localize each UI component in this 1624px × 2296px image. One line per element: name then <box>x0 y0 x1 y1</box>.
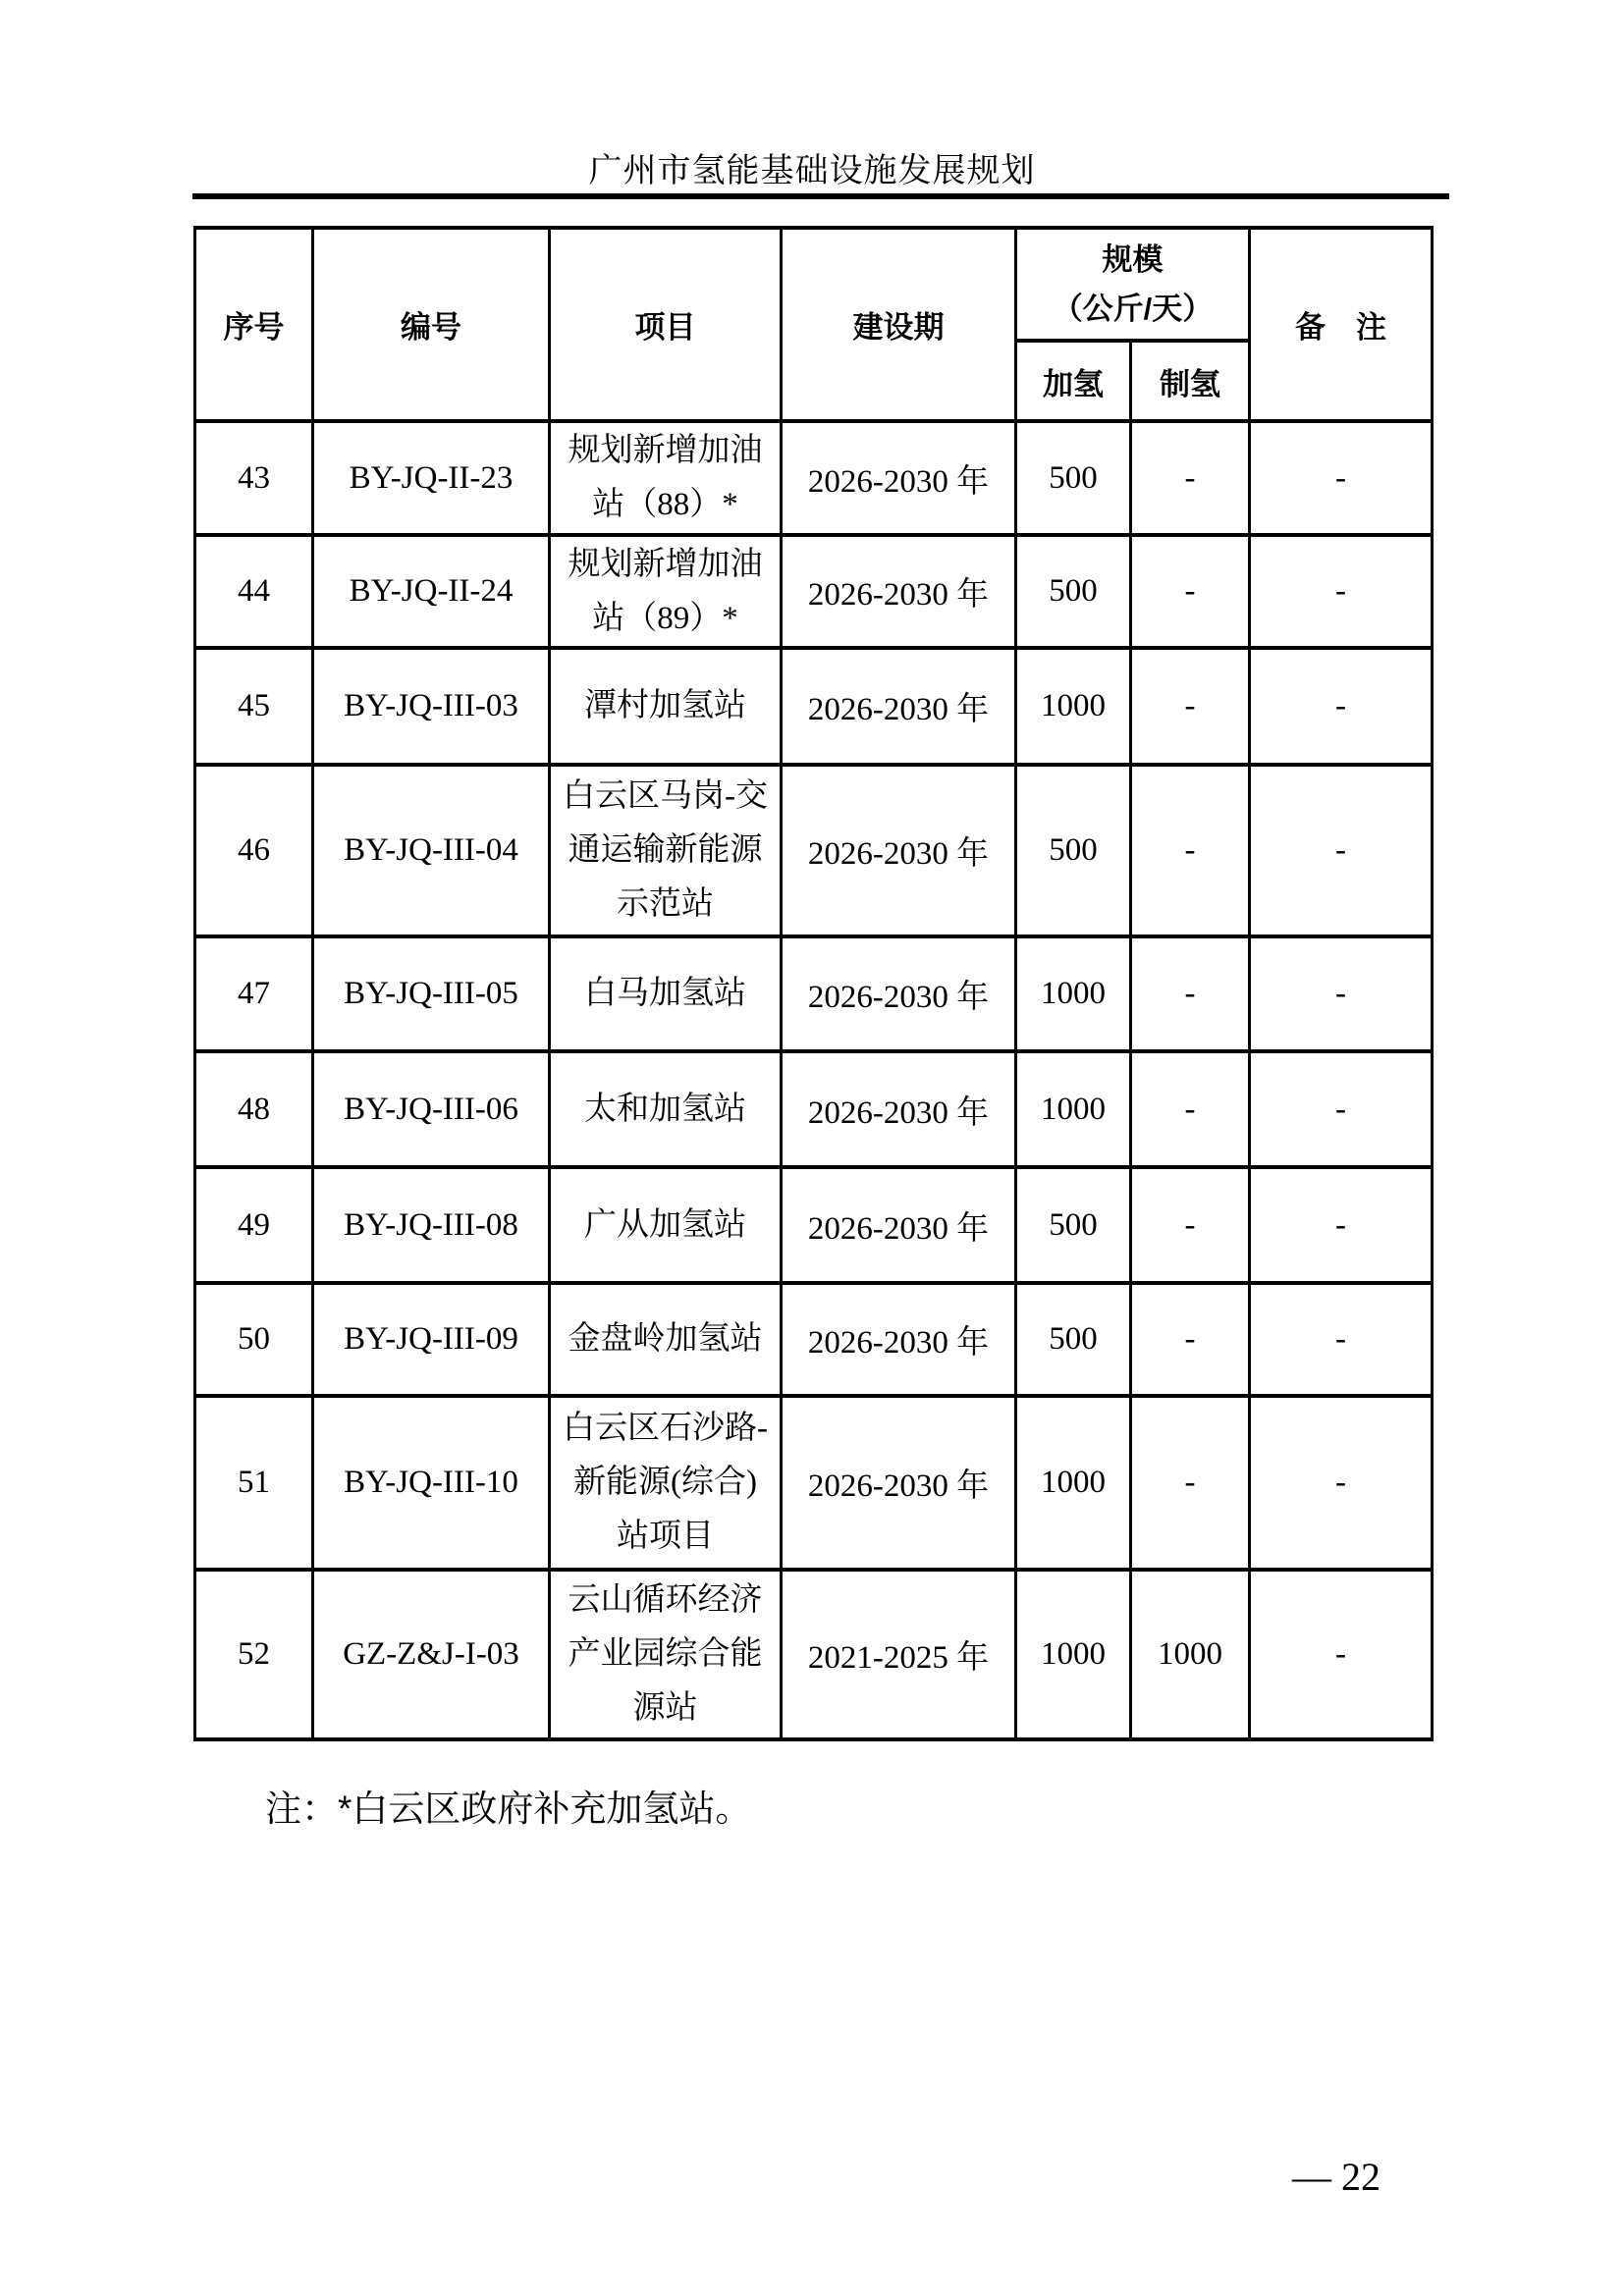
cell-project: 潭村加氢站 <box>550 648 782 765</box>
column-header-seq: 序号 <box>195 228 313 421</box>
cell-code: BY-JQ-III-04 <box>313 765 550 936</box>
cell-refuel: 500 <box>1016 1167 1131 1283</box>
scale-header-line2: （公斤/天） <box>1052 291 1214 326</box>
cell-refuel: 500 <box>1016 1283 1131 1396</box>
cell-remark: - <box>1250 535 1433 648</box>
cell-project: 云山循环经济产业园综合能源站 <box>550 1570 782 1739</box>
cell-code: BY-JQ-III-03 <box>313 648 550 765</box>
page-title: 广州市氢能基础设施发展规划 <box>588 153 1036 189</box>
header-rule <box>192 193 1449 199</box>
cell-remark: - <box>1250 421 1433 535</box>
cell-remark: - <box>1250 1283 1433 1396</box>
cell-period: 2026-2030 年 <box>782 1283 1016 1396</box>
cell-code: BY-JQ-III-10 <box>313 1396 550 1570</box>
cell-produce: - <box>1131 1167 1250 1283</box>
cell-seq: 44 <box>195 535 313 648</box>
cell-code: BY-JQ-III-06 <box>313 1051 550 1167</box>
cell-seq: 48 <box>195 1051 313 1167</box>
cell-project: 金盘岭加氢站 <box>550 1283 782 1396</box>
cell-remark: - <box>1250 765 1433 936</box>
footnote: 注：*白云区政府补充加氢站。 <box>265 1789 752 1829</box>
column-header-code: 编号 <box>313 228 550 421</box>
column-header-project: 项目 <box>550 228 782 421</box>
hydrogen-stations-table <box>193 226 1434 1741</box>
cell-period: 2026-2030 年 <box>782 1396 1016 1570</box>
column-header-period: 建设期 <box>782 228 1016 421</box>
cell-seq: 52 <box>195 1570 313 1739</box>
table-row <box>195 421 1433 535</box>
cell-seq: 51 <box>195 1396 313 1570</box>
page-number: — 22 <box>1292 2155 1380 2199</box>
table-row <box>195 1051 1433 1167</box>
cell-refuel: 500 <box>1016 535 1131 648</box>
cell-project: 规划新增加油站（89）* <box>550 535 782 648</box>
cell-remark: - <box>1250 936 1433 1051</box>
cell-period: 2026-2030 年 <box>782 1167 1016 1283</box>
cell-remark: - <box>1250 1051 1433 1167</box>
cell-period: 2026-2030 年 <box>782 648 1016 765</box>
cell-produce: - <box>1131 648 1250 765</box>
table-row <box>195 765 1433 936</box>
table-row <box>195 1283 1433 1396</box>
cell-period: 2026-2030 年 <box>782 421 1016 535</box>
cell-period: 2026-2030 年 <box>782 1051 1016 1167</box>
cell-refuel: 1000 <box>1016 1396 1131 1570</box>
cell-produce: - <box>1131 936 1250 1051</box>
cell-project: 白云区石沙路-新能源(综合)站项目 <box>550 1396 782 1570</box>
cell-refuel: 500 <box>1016 421 1131 535</box>
cell-code: BY-JQ-III-08 <box>313 1167 550 1283</box>
table-row <box>195 1396 1433 1570</box>
cell-period: 2021-2025 年 <box>782 1570 1016 1739</box>
cell-produce: - <box>1131 1051 1250 1167</box>
cell-code: BY-JQ-III-09 <box>313 1283 550 1396</box>
cell-remark: - <box>1250 1570 1433 1739</box>
table-row <box>195 648 1433 765</box>
cell-refuel: 1000 <box>1016 936 1131 1051</box>
table-header-row-1 <box>195 228 1433 341</box>
cell-seq: 47 <box>195 936 313 1051</box>
cell-refuel: 1000 <box>1016 1051 1131 1167</box>
cell-remark: - <box>1250 1396 1433 1570</box>
cell-period: 2026-2030 年 <box>782 535 1016 648</box>
cell-refuel: 1000 <box>1016 1570 1131 1739</box>
cell-seq: 46 <box>195 765 313 936</box>
cell-produce: - <box>1131 421 1250 535</box>
scale-header-line1: 规模 <box>1102 241 1164 277</box>
cell-project: 白云区马岗-交通运输新能源示范站 <box>550 765 782 936</box>
column-header-refuel: 加氢 <box>1016 341 1131 421</box>
cell-produce: - <box>1131 535 1250 648</box>
cell-period: 2026-2030 年 <box>782 765 1016 936</box>
cell-project: 太和加氢站 <box>550 1051 782 1167</box>
cell-project: 广从加氢站 <box>550 1167 782 1283</box>
cell-code: BY-JQ-II-23 <box>313 421 550 535</box>
cell-code: GZ-Z&J-I-03 <box>313 1570 550 1739</box>
cell-project: 白马加氢站 <box>550 936 782 1051</box>
column-header-produce: 制氢 <box>1131 341 1250 421</box>
cell-remark: - <box>1250 648 1433 765</box>
cell-produce: 1000 <box>1131 1570 1250 1739</box>
cell-period: 2026-2030 年 <box>782 936 1016 1051</box>
cell-produce: - <box>1131 1283 1250 1396</box>
cell-seq: 45 <box>195 648 313 765</box>
cell-refuel: 500 <box>1016 765 1131 936</box>
table-row <box>195 1570 1433 1739</box>
cell-seq: 43 <box>195 421 313 535</box>
cell-seq: 50 <box>195 1283 313 1396</box>
column-header-scale <box>1016 228 1250 341</box>
cell-produce: - <box>1131 1396 1250 1570</box>
cell-refuel: 1000 <box>1016 648 1131 765</box>
cell-produce: - <box>1131 765 1250 936</box>
column-header-remark: 备 注 <box>1250 228 1433 421</box>
table-row <box>195 936 1433 1051</box>
cell-code: BY-JQ-III-05 <box>313 936 550 1051</box>
table-row <box>195 1167 1433 1283</box>
cell-remark: - <box>1250 1167 1433 1283</box>
cell-seq: 49 <box>195 1167 313 1283</box>
table-row <box>195 535 1433 648</box>
cell-code: BY-JQ-II-24 <box>313 535 550 648</box>
cell-project: 规划新增加油站（88）* <box>550 421 782 535</box>
